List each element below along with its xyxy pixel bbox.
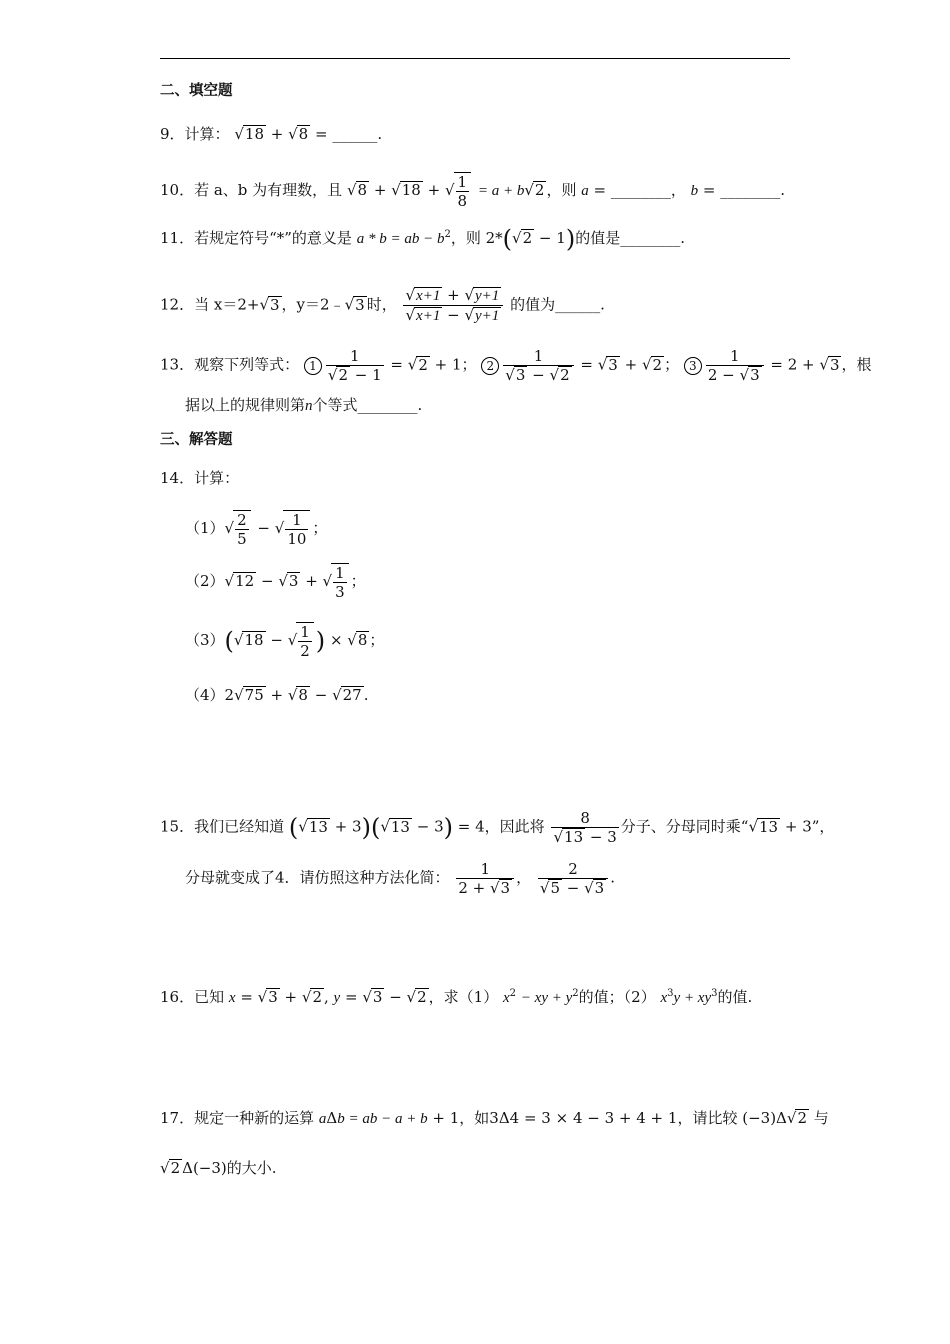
question-14-part4: （4）2√75 + √8 − √27 . [185, 686, 369, 704]
question-15: 15．我们已经知道 (√13 + 3)(√13 − 3) = 4，因此将 $\frac{8}{√13 - 3}$ 分子、分母同时乘“√13 + 3”， [160, 809, 835, 846]
question-12: 12．当 x＝2+√3 ，y＝2﹣√3 时， $\frac{√x+1 + √y+1}{√x+1 - √y+1}$ 的值为______. [160, 286, 605, 324]
question-10: 10．若 a、b 为有理数，且 √8 + √18 + √ $\frac{1}{8}$ = a + b√2 ，则 a = ________， b = ________. [160, 173, 786, 210]
question-11: 11．若规定符号“*”的意义是 a * b = ab − $b^2$，则 2*(√2 − 1)的值是________. [160, 225, 685, 253]
question-9: 9．计算： √18 + √8 = ______. [160, 125, 383, 143]
question-13-line2: 据以上的规律则第n个等式________. [185, 396, 423, 414]
header-rule [160, 58, 790, 59]
question-14-part3: （3）(√18 − √ $\frac{1}{2}$ ) × √8 ； [185, 623, 385, 660]
question-14: 14．计算： [160, 469, 240, 487]
question-13: 13．观察下列等式： 1 $\frac{1}{√2 - 1}$ = √2 + 1； 2 $\frac{1}{√3 - √2}$ = √3 + √2 ； 3 $\frac{1}{2 - √3}$ = 2 + √3 ，根 [160, 347, 872, 384]
question-14-part2: （2）√12 − √3 + √ $\frac{1}{3}$ ； [185, 564, 366, 601]
question-16: 16．已知 x = √3 + √2 , y = √3 − √2 ，求（1） $x^2$ − xy + $y^2$的值；（2） $x^3y + xy^3$的值. [160, 988, 753, 1006]
question-15-line2: 分母就变成了4．请仿照这种方法化简： $\frac{1}{2 + √3}$ ， $\frac{2}{√5 - √3}$ . [185, 860, 615, 897]
question-17-line2: √2 Δ(−3)的大小. [160, 1159, 277, 1177]
question-14-part1: （1）√ $\frac{2}{5}$ − √ $\frac{1}{10}$ ； [185, 511, 328, 548]
section-answer-title: 三、解答题 [160, 432, 233, 448]
question-17: 17．规定一种新的运算 aΔb = ab − a + b + 1，如3Δ4 = 3 × 4 − 3 + 4 + 1，请比较 (−3)Δ√2 与 [160, 1109, 829, 1127]
section-fill-title: 二、填空题 [160, 83, 233, 99]
